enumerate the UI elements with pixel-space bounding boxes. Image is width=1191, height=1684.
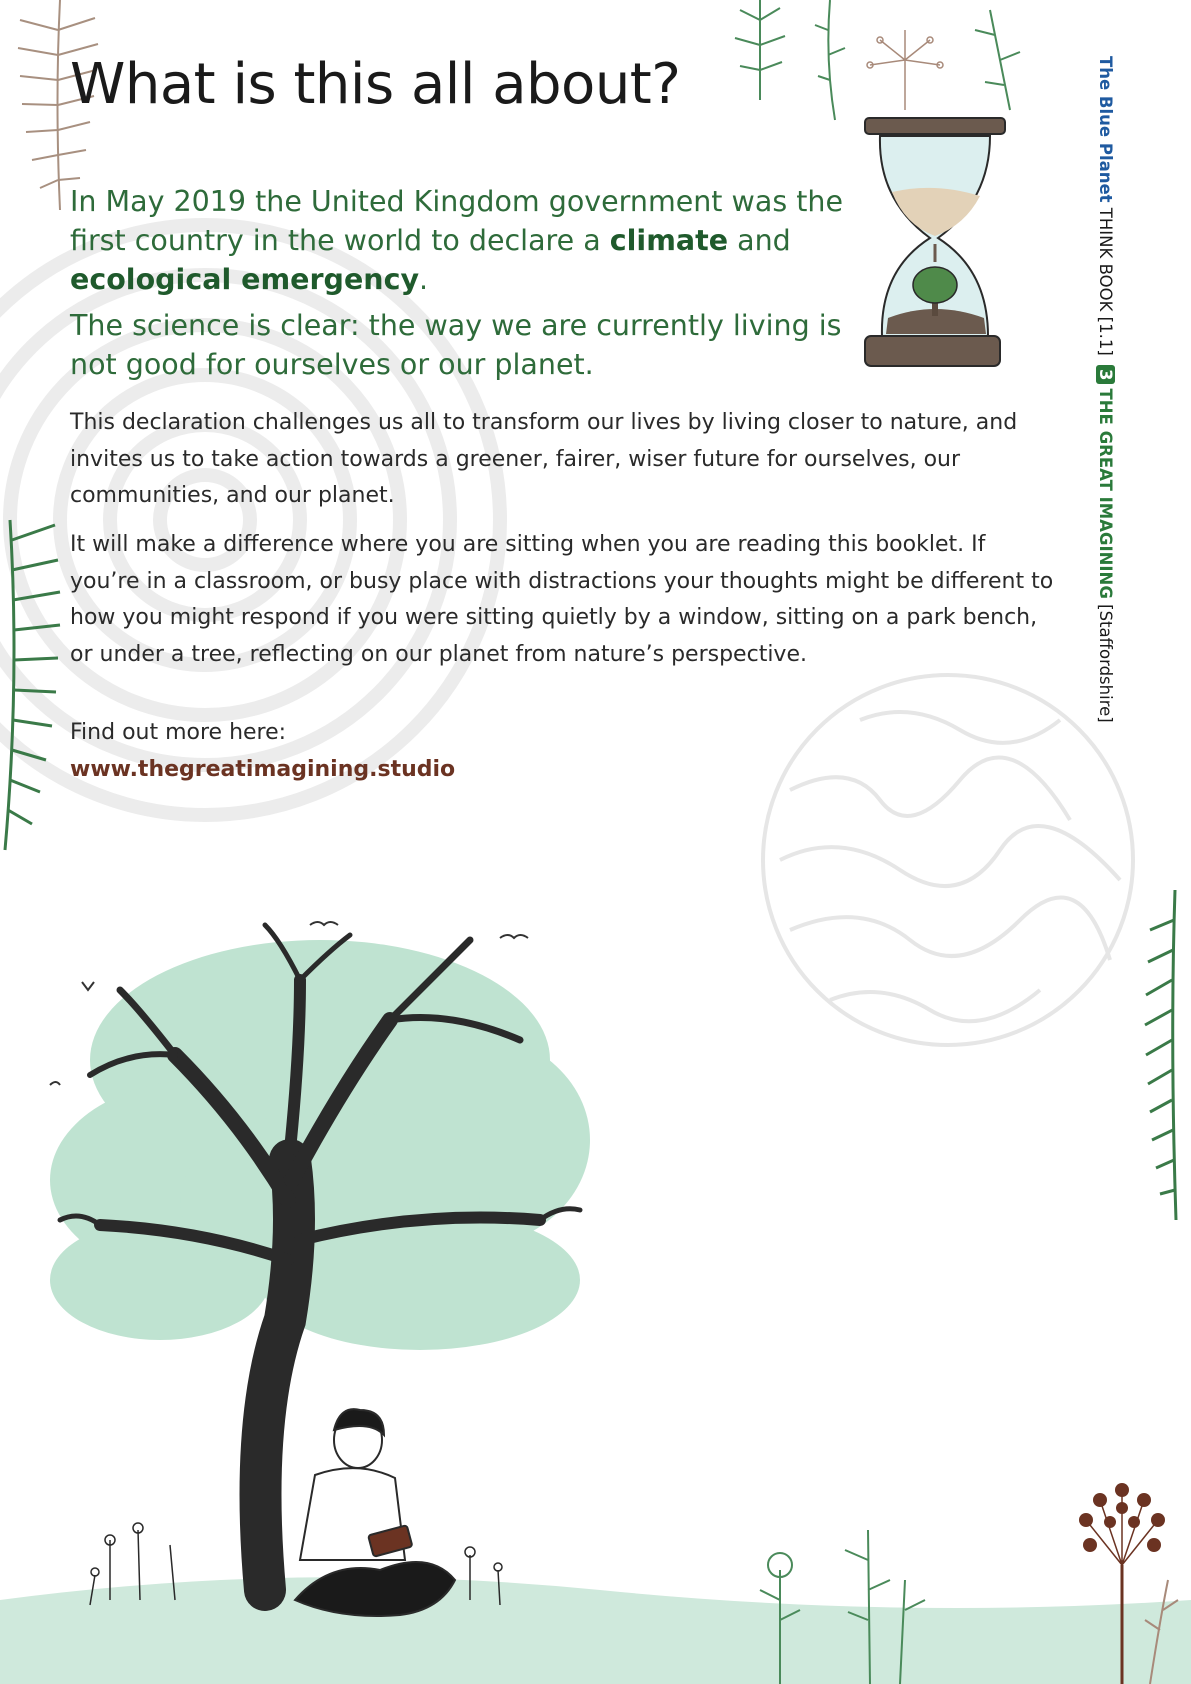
fern-right-edge-icon bbox=[1145, 890, 1176, 1220]
body-paragraph-reading-place: It will make a difference where you are sitting when you are reading this booklet. If you’re in a classroom, or busy place with distractions your thoughts might be different to how you might respond if you were sitting quietly by a window, sitting on a park bench, or under a tree, reflecting on our planet from nature’s perspective. bbox=[70, 532, 1054, 667]
series-title: The Blue Planet bbox=[1096, 56, 1115, 203]
lead-bold-ecological-emergency: ecological emergency bbox=[70, 263, 420, 296]
region-label: [Staffordshire] bbox=[1096, 598, 1115, 723]
umbel-flower-top-icon bbox=[867, 30, 943, 110]
lead-text-intro: In May 2019 the United Kingdom government was the first country in the world to declare a bbox=[70, 185, 843, 257]
lead-text-period: . bbox=[419, 263, 429, 296]
lead-bold-climate: climate bbox=[609, 224, 729, 257]
reading-person-illustration bbox=[295, 1409, 455, 1616]
lead-paragraph-declaration bbox=[70, 182, 850, 299]
globe-watermark bbox=[763, 675, 1133, 1045]
running-header-vertical bbox=[1096, 56, 1115, 723]
lead-paragraph-science: The science is clear: the way we are currently living is not good for ourselves or our planet. bbox=[70, 309, 842, 381]
find-out-more-label: Find out more here: bbox=[70, 720, 287, 745]
body-paragraph-declaration: This declaration challenges us all to transform our lives by living closer to nature, and invites us to take action towards a greener, fairer, wiser future for ourselves, our communities, and our planet. bbox=[70, 410, 1018, 508]
herb-sprigs-top-icon bbox=[735, 0, 1020, 120]
project-title: THE GREAT IMAGINING bbox=[1096, 388, 1115, 599]
book-label: THINK BOOK [1.1] bbox=[1096, 202, 1115, 361]
website-link[interactable]: www.thegreatimagining.studio bbox=[70, 757, 456, 782]
lead-text-and: and bbox=[728, 224, 791, 257]
page-title: What is this all about? bbox=[70, 52, 681, 117]
find-out-more bbox=[70, 714, 455, 788]
page-number-badge: 3 bbox=[1096, 365, 1115, 384]
grass-ground bbox=[0, 1577, 1191, 1684]
hourglass-illustration bbox=[865, 118, 1005, 366]
